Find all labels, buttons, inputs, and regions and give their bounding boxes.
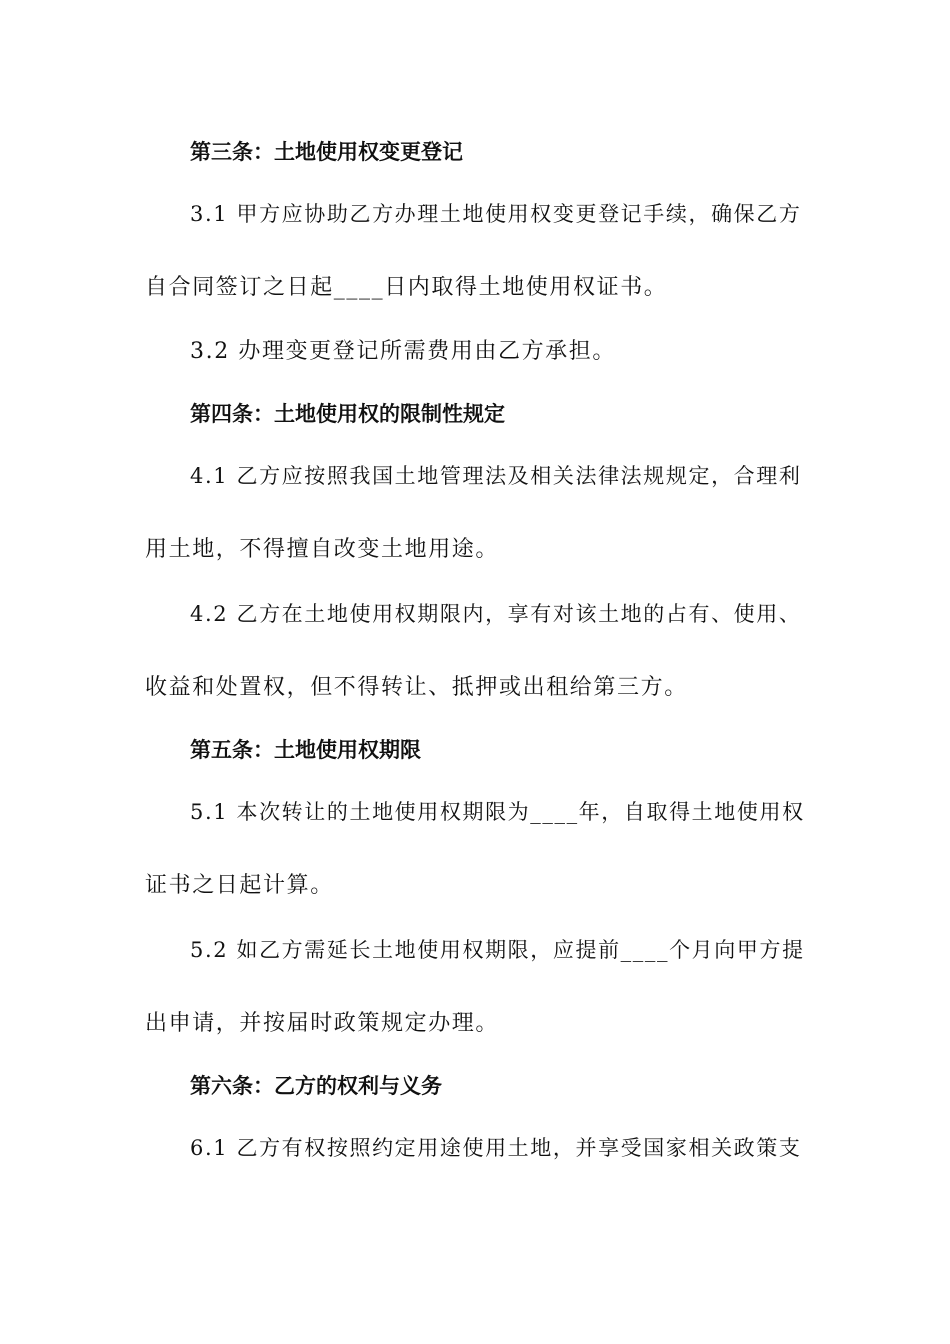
clause-5-2-line-2: 出申请，并按届时政策规定办理。 (145, 1011, 500, 1036)
clause-5-2-line-1: 5.2 如乙方需延长土地使用权期限，应提前____个月向甲方提 (190, 938, 805, 962)
section-heading-5: 第五条：土地使用权期限 (190, 738, 421, 762)
clause-6-1-line-1: 6.1 乙方有权按照约定用途使用土地，并享受国家相关政策支 (190, 1136, 802, 1160)
clause-3-2-line-1: 3.2 办理变更登记所需费用由乙方承担。 (190, 339, 616, 364)
clause-5-1-line-1: 5.1 本次转让的土地使用权期限为____年，自取得土地使用权 (190, 800, 805, 824)
section-heading-6: 第六条：乙方的权利与义务 (190, 1074, 442, 1098)
clause-3-1-line-2: 自合同签订之日起____日内取得土地使用权证书。 (145, 275, 668, 300)
clause-5-1-line-2: 证书之日起计算。 (145, 873, 334, 898)
clause-3-1-line-1: 3.1 甲方应协助乙方办理土地使用权变更登记手续，确保乙方 (190, 202, 802, 226)
section-heading-3: 第三条：土地使用权变更登记 (190, 140, 463, 164)
clause-4-1-line-2: 用土地，不得擅自改变土地用途。 (145, 537, 500, 562)
clause-4-2-line-2: 收益和处置权，但不得转让、抵押或出租给第三方。 (145, 675, 688, 700)
clause-4-1-line-1: 4.1 乙方应按照我国土地管理法及相关法律法规规定，合理利 (190, 464, 802, 488)
section-heading-4: 第四条：土地使用权的限制性规定 (190, 402, 505, 426)
clause-4-2-line-1: 4.2 乙方在土地使用权期限内，享有对该土地的占有、使用、 (190, 602, 802, 626)
